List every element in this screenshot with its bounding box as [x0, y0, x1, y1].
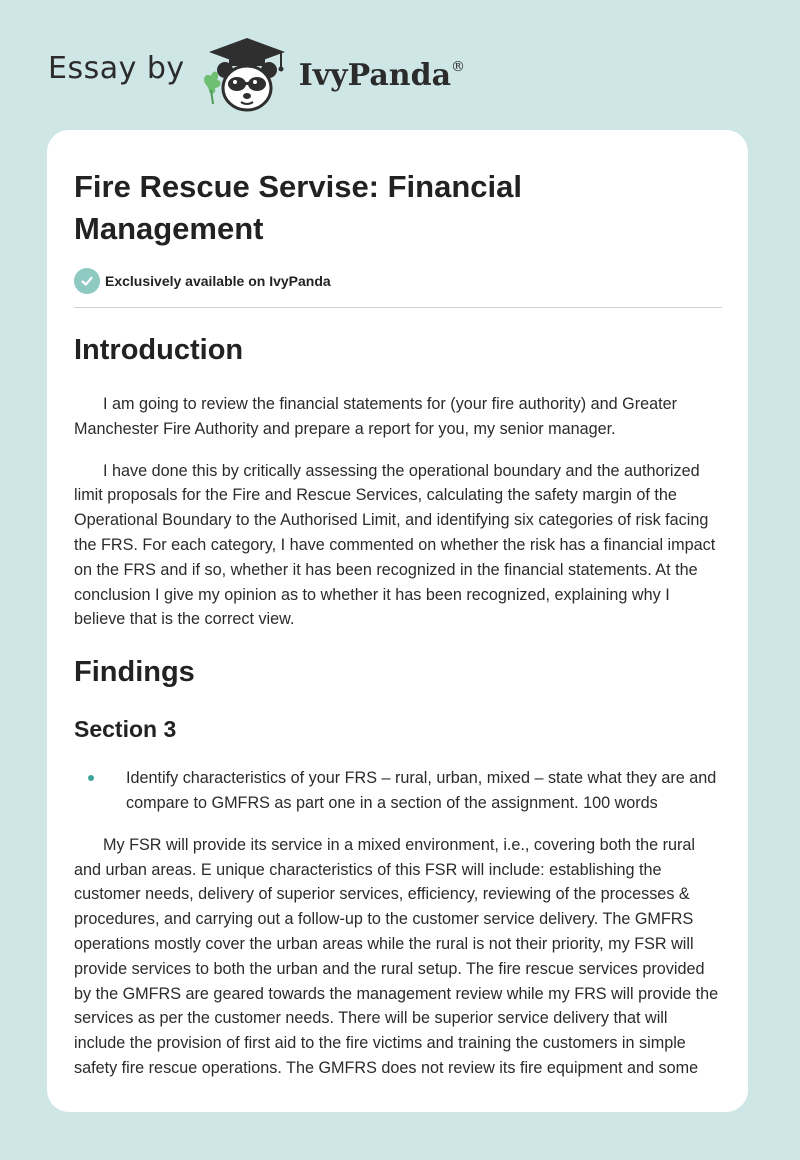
badge-label: Exclusively available on IvyPanda [105, 273, 331, 289]
site-header [48, 34, 465, 114]
exclusive-badge [74, 268, 722, 294]
brand-name[interactable] [299, 58, 465, 93]
brand-name-text: IvyPanda [298, 57, 452, 93]
essay-card [47, 130, 748, 1112]
essay-by-label: Essay by [48, 50, 185, 86]
essay-title: Fire Rescue Servise: Financial Management [74, 169, 522, 246]
section-paragraph: My FSR will provide its service in a mixed environment, i.e., covering both the rural and urban areas. E unique characteristics of this FSR will include: establishing the customer needs, delivery of superior services, efficiency, reviewing of the processes & procedures, and carrying out a follow-up to the customer service delivery. The GMFRS operations mostly cover the urban areas while the rural is not their priority, my FSR will provide services to both the urban and the rural setup. The fire rescue services provided by the GMFRS are geared towards the management review while my FRS will provide the services as per the customer needs. There will be superior service delivery that will include the provision of first aid to the fire victims and training the customers in simple safety fire rescue operations. The GMFRS does not review its fire equipment and some [74, 835, 719, 1077]
registered-mark: ® [451, 58, 466, 75]
section-heading: Section 3 [74, 716, 177, 743]
bullet-icon [88, 775, 94, 781]
list-item-text: Identify characteristics of your FRS – rural, urban, mixed – state what they are and compare to GMFRS as part one in a section of the assignment. 100 words [126, 769, 717, 812]
intro-paragraph: I have done this by critically assessing the operational boundary and the authorized limit proposals for the Fire and Rescue Services, calculating the safety margin of the Operational Boundary to the Authorised Limit, and identifying six categories of risk facing the FRS. For each category, I have commented on whether the risk has a financial impact on the FRS and if so, whether it has been recognized in the financial statements. At the conclusion I give my opinion as to whether it has been recognized, explaining why I believe that is the correct view. [74, 461, 716, 629]
findings-heading: Findings [74, 656, 195, 689]
list-item [74, 766, 722, 816]
bullet-list [74, 766, 722, 816]
check-icon [74, 268, 100, 294]
panda-logo-icon[interactable] [199, 34, 295, 114]
divider [74, 307, 722, 308]
introduction-heading: Introduction [74, 334, 244, 366]
intro-paragraph: I am going to review the financial statements for (your fire authority) and Greater Manchester Fire Authority and prepare a report for you, my senior manager. [74, 395, 678, 438]
